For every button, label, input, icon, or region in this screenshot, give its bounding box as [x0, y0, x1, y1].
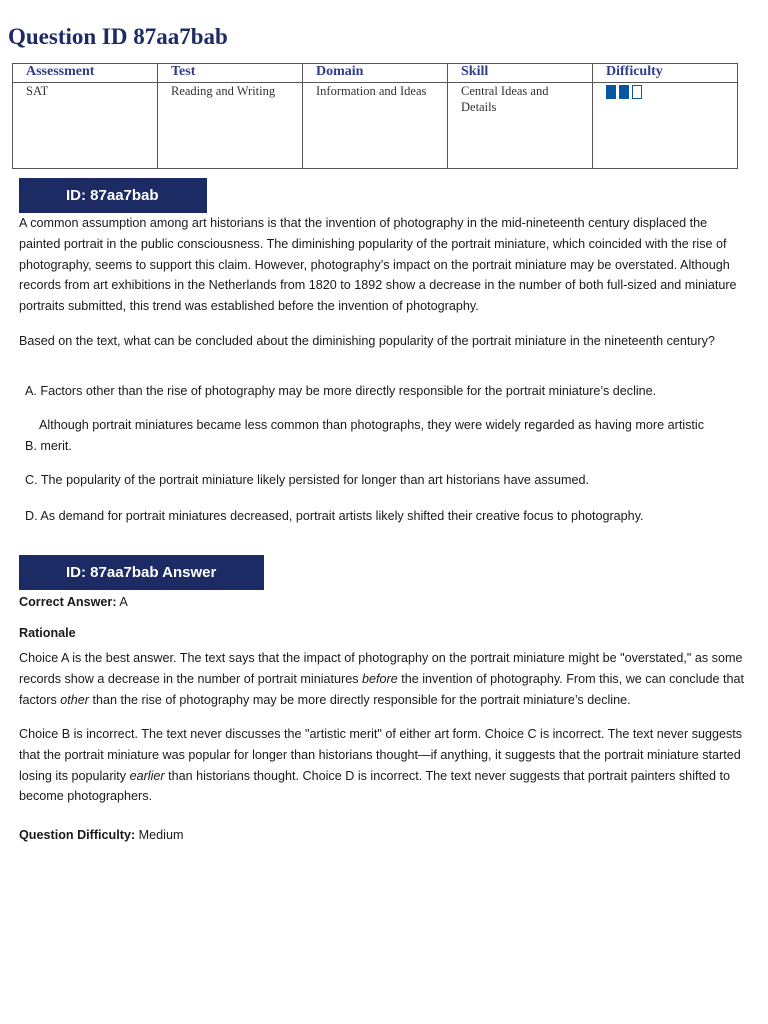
- correct-answer-line: [19, 592, 749, 613]
- rationale-1-emphasis: other: [60, 692, 90, 707]
- metadata-value-row: [13, 83, 738, 169]
- skill-value: Central Ideas and Details: [448, 83, 593, 169]
- test-header: Test: [158, 64, 303, 83]
- rationale-1-text: Choice A is the best answer. The text says that the impact of photography on the portrait miniature might be "overstated," as some records show a decrease in the number of portrait miniatures: [19, 651, 743, 686]
- option-b-line-1: Although portrait miniatures became less common than photographs, they were widely regarded as having more artistic: [39, 418, 705, 432]
- rationale-heading: Rationale: [19, 626, 76, 640]
- rationale-1-text: than the rise of photography may be more directly responsible for the portrait miniature’s decline.: [89, 692, 631, 707]
- metadata-header-row: [13, 64, 738, 83]
- question-difficulty-line: [19, 825, 749, 846]
- rationale-2-text: Choice B is incorrect. The text never discusses the "artistic merit" of either art form. Choice C is incorrect. The text never suggests that the portrait miniature was popular for longer than historians thought—if anything, it suggests that the portrait miniature started losing its popularity: [19, 727, 743, 783]
- difficulty-indicator-icon: [606, 85, 642, 99]
- difficulty-filled-square-icon: [606, 85, 616, 99]
- rationale-2-emphasis: earlier: [129, 768, 165, 783]
- domain-header: Domain: [303, 64, 448, 83]
- answer-id-header: ID: 87aa7bab Answer: [19, 555, 264, 590]
- option-b-line-2: B. merit.: [25, 438, 72, 453]
- rationale-2-text: than historians thought. Choice D is incorrect. The text never suggests that portrait painters shifted to become photographers.: [19, 768, 730, 804]
- option-d: D. As demand for portrait miniatures decreased, portrait artists likely shifted their creative focus to photography.: [25, 509, 644, 523]
- option-b: [25, 415, 745, 457]
- difficulty-empty-square-icon: [632, 85, 642, 99]
- question-metadata-table: [12, 63, 738, 169]
- domain-value: Information and Ideas: [303, 83, 448, 169]
- option-a: A. Factors other than the rise of photography may be more directly responsible for the portrait miniature’s decline.: [25, 384, 657, 398]
- rationale-1-text: the invention of photography. From this, we can conclude that factors: [19, 671, 745, 707]
- question-difficulty-value: Medium: [138, 828, 184, 842]
- question-id-header: ID: 87aa7bab: [19, 178, 207, 213]
- test-value: Reading and Writing: [158, 83, 303, 169]
- question-prompt: Based on the text, what can be concluded about the diminishing popularity of the portrait miniature in the nineteenth century?: [19, 334, 715, 348]
- question-difficulty-label: Question Difficulty:: [19, 828, 136, 842]
- rationale-1-emphasis: before: [362, 671, 398, 686]
- difficulty-value: [593, 83, 738, 169]
- skill-header: Skill: [448, 64, 593, 83]
- assessment-header: Assessment: [13, 64, 158, 83]
- correct-answer-value: A: [119, 595, 128, 609]
- correct-answer-label: Correct Answer:: [19, 595, 117, 609]
- difficulty-header: Difficulty: [593, 64, 738, 83]
- difficulty-filled-square-icon: [619, 85, 629, 99]
- passage-text: A common assumption among art historians is that the invention of photography in the mid-nineteenth century displaced the painted portrait in the public consciousness. The diminishing popularity of the portrait miniature, which coincided with the rise of photography, seems to support this claim. However, photography’s impact on the portrait miniature may be overstated. Although records from art exhibitions in the Netherlands from 1820 to 1892 show a decrease in the number of both full-sized and miniature portraits submitted, this trend was established before the invention of photography.: [19, 216, 737, 314]
- assessment-value: SAT: [13, 83, 158, 169]
- rationale-paragraph-1: [19, 648, 749, 710]
- option-c: C. The popularity of the portrait miniature likely persisted for longer than art historians have assumed.: [25, 473, 589, 487]
- rationale-paragraph-2: [19, 724, 749, 807]
- page-title: Question ID 87aa7bab: [8, 24, 228, 49]
